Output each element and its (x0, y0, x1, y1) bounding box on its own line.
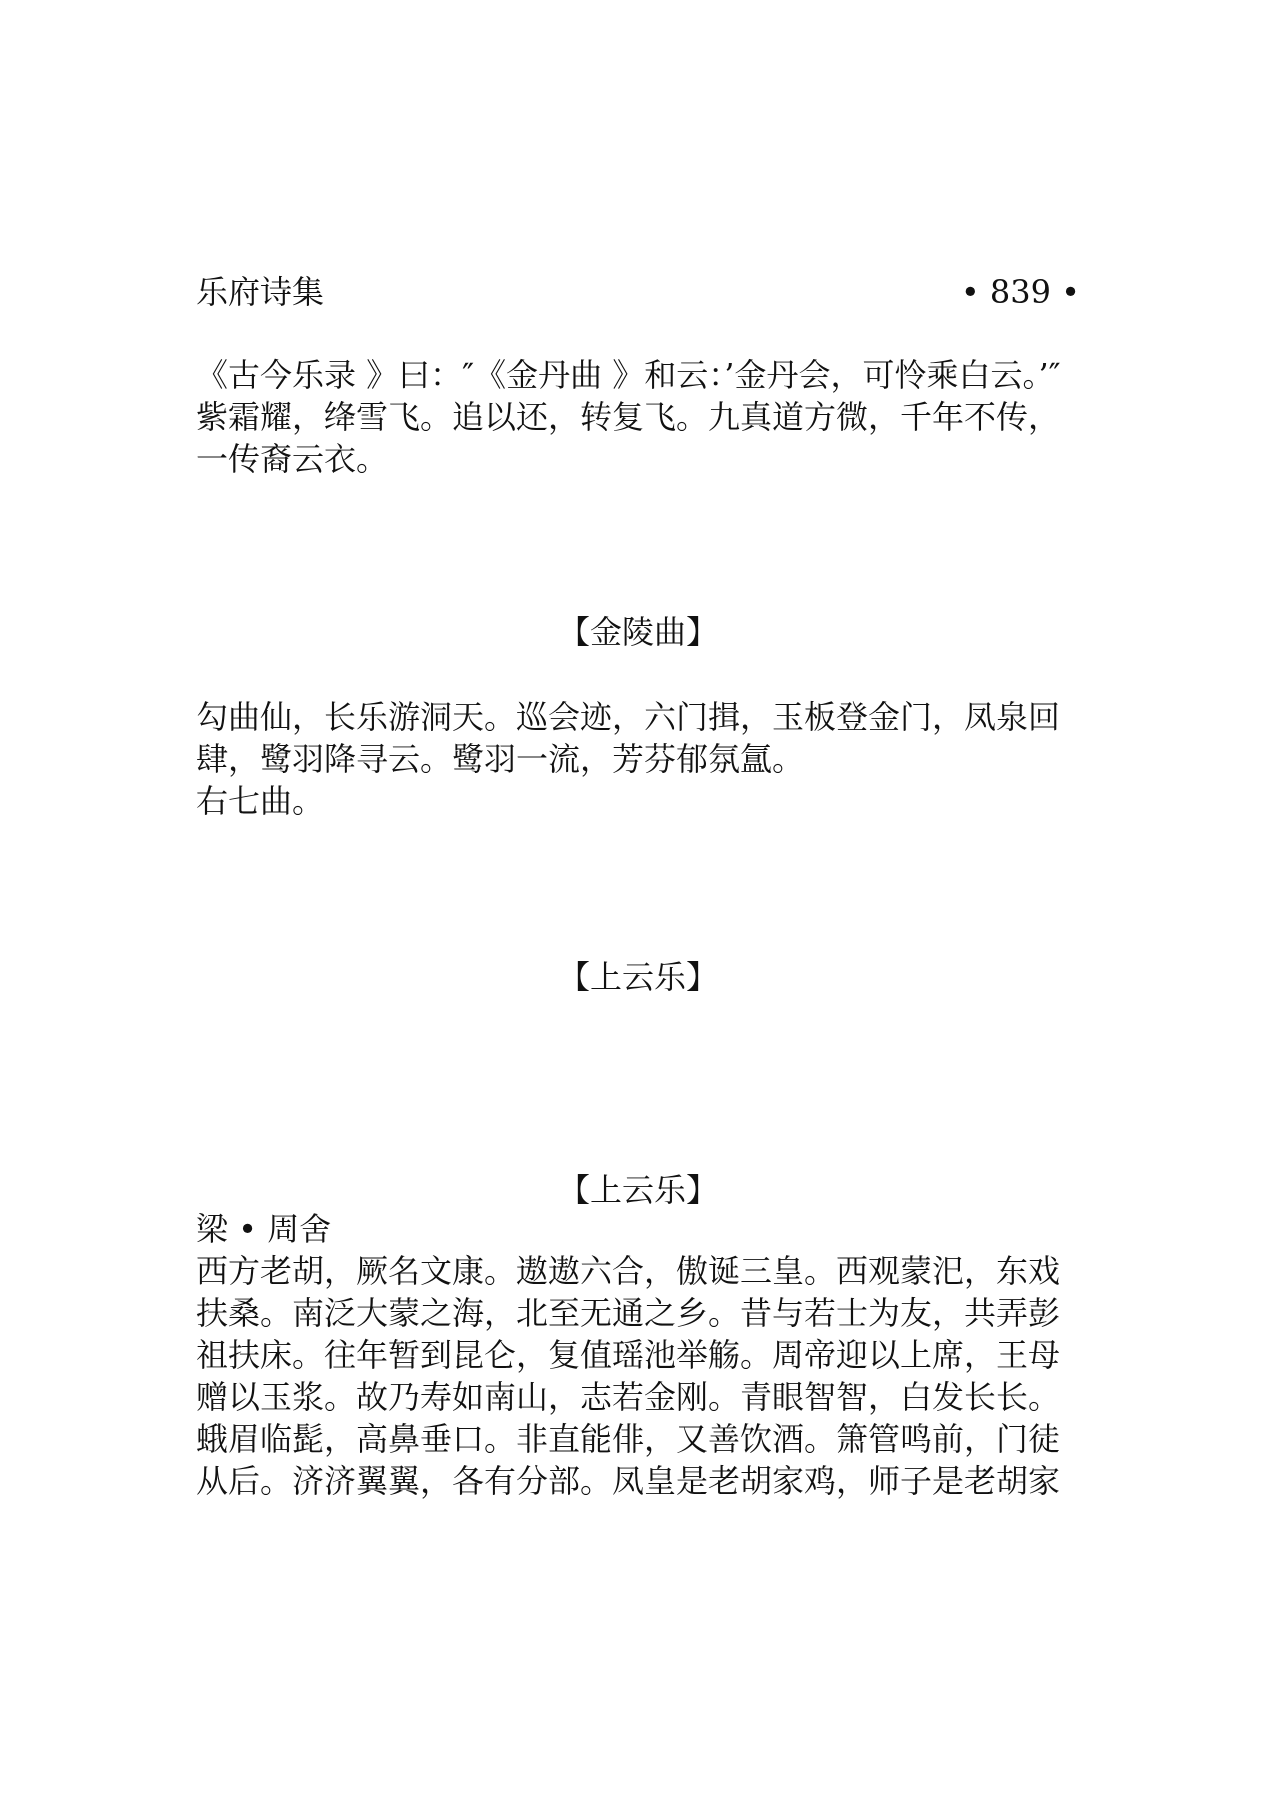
page-number: • 839 • (960, 273, 1080, 311)
book-title: 乐府诗集 (196, 273, 325, 311)
text-line: 祖扶床。往年暂到昆仑，复值瑶池举觞。周帝迎以上席，王母 (196, 1336, 1061, 1374)
jinling-text-block (196, 696, 1080, 822)
text-line: 右七曲。 (196, 782, 325, 820)
text-line: 一传裔云衣。 (196, 440, 389, 478)
shangyunyue-text-block (196, 1208, 1080, 1502)
page-header (196, 270, 1080, 314)
intro-text-block (196, 354, 1080, 480)
text-line: 肆，鹭羽降寻云。鹭羽一流，芳芬郁氛氲。 (196, 740, 805, 778)
text-line: 勾曲仙，长乐游洞天。巡会迹，六门揖，玉板登金门，凤泉回 (196, 698, 1061, 736)
text-line: 赠以玉浆。故乃寿如南山，志若金刚。青眼智智，白发长长。 (196, 1378, 1061, 1416)
text-line: 从后。济济翼翼，各有分部。凤皇是老胡家鸡，师子是老胡家 (196, 1462, 1061, 1500)
author-line: 梁 • 周舍 (196, 1210, 332, 1248)
section-title-shangyunyue-second: 【上云乐】 (557, 1171, 718, 1209)
text-line: 蛾眉临髭，高鼻垂口。非直能俳，又善饮酒。箫管鸣前，门徒 (196, 1420, 1061, 1458)
text-line: 西方老胡，厥名文康。遨遨六合，傲诞三皇。西观蒙汜，东戏 (196, 1252, 1061, 1290)
section-title-shangyunyue: 【上云乐】 (557, 958, 718, 996)
section-title-jinling: 【金陵曲】 (557, 613, 718, 651)
text-line: 扶桑。南泛大蒙之海，北至无通之乡。昔与若士为友，共弄彭 (196, 1294, 1061, 1332)
text-line: 《古今乐录 》曰：″《金丹曲 》和云：’金丹会，可怜乘白云。’″ (196, 356, 1061, 394)
text-line: 紫霜耀，绛雪飞。追以还，转复飞。九真道方微，千年不传， (196, 398, 1061, 436)
